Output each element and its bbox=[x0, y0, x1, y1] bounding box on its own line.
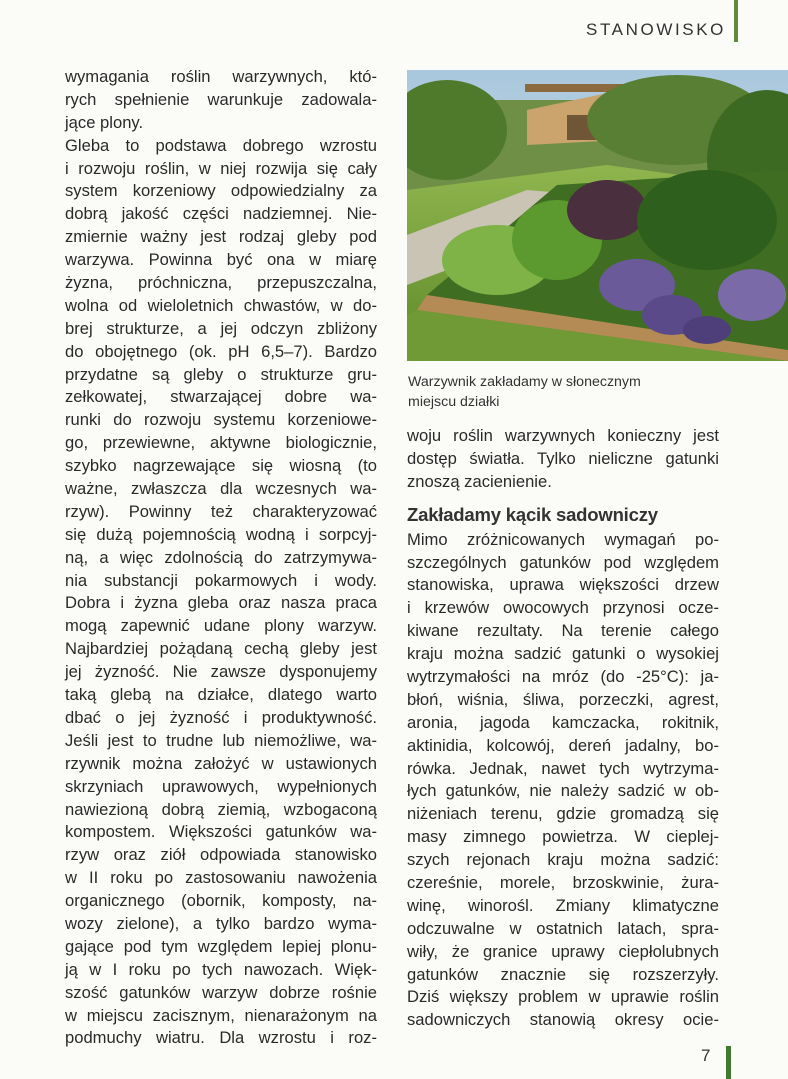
text-line: zmiernie ważny jest rodzaj gleby pod bbox=[65, 227, 377, 247]
right-section-paragraph bbox=[407, 529, 719, 1033]
text-line: jej żyzność. Nie zawsze dysponujemy bbox=[65, 662, 377, 682]
text-line: żyzna, próchniczna, przepuszczalna, bbox=[65, 273, 377, 293]
text-line: gatunków znacznie się rozszerzyły. bbox=[407, 964, 719, 984]
text-line: sadowniczych stanowią okresy ocie- bbox=[407, 1010, 719, 1030]
text-line: nia substancji pokarmowych i wody. bbox=[65, 570, 377, 590]
text-line: aktinidia, kolcowój, dereń jadalny, bo- bbox=[407, 735, 719, 755]
text-line: niżeniach terenu, gdzie gromadzą się bbox=[407, 804, 719, 824]
text-line: Jeśli jest to trudne lub niemożliwe, wa- bbox=[65, 730, 377, 750]
text-line: czereśnie, morele, brzoskwinie, żura- bbox=[407, 873, 719, 893]
text-line: szość gatunków warzyw dobrze rośnie bbox=[65, 982, 377, 1002]
caption-line: miejscu działki bbox=[408, 394, 500, 410]
header-accent-bar bbox=[734, 0, 738, 42]
text-line: przydatne są gleby o strukturze gru- bbox=[65, 364, 377, 384]
text-line: taką glebą na działce, dlatego warto bbox=[65, 685, 377, 705]
text-line: rzywnik można założyć w ustawionych bbox=[65, 753, 377, 773]
text-line: się dużą pojemnością wodną i sorpcyj- bbox=[65, 524, 377, 544]
text-line: kiwane rezultaty. Na terenie całego bbox=[407, 621, 719, 641]
caption-line: Warzywnik zakładamy w słonecznym bbox=[408, 374, 641, 390]
text-line: ją w I roku po tych nawozach. Więk- bbox=[65, 959, 377, 979]
text-line: znoszą zacienienie. bbox=[407, 471, 552, 491]
section-heading: Zakładamy kącik sadowniczy bbox=[407, 503, 658, 525]
text-line: rzyw). Powinny też charakteryzować bbox=[65, 501, 377, 521]
text-line: ną, a więc zdolnością do zatrzymywa- bbox=[65, 547, 377, 567]
photo-caption bbox=[408, 372, 708, 412]
text-line: szybko nagrzewające się wiosną (to bbox=[65, 456, 377, 476]
text-line: wozy zielone), a tylko bardzo wyma- bbox=[65, 913, 377, 933]
text-line: organicznego (obornik, komposty, na- bbox=[65, 891, 377, 911]
text-line: warzywa. Powinna być ona w miarę bbox=[65, 250, 377, 270]
text-line: masy zimnego powietrza. W cieplej- bbox=[407, 827, 719, 847]
right-text-column bbox=[407, 425, 719, 1032]
text-line: winę, winorośl. Zmiany klimatyczne bbox=[407, 895, 719, 915]
text-line: kraju można sadzić gatunki o wysokiej bbox=[407, 644, 719, 664]
text-line: łych gatunków, nie należy sadzić w ob- bbox=[407, 781, 719, 801]
text-line: wymagania roślin warzywnych, któ- bbox=[65, 67, 377, 86]
text-line: dostęp światła. Tylko nieliczne gatunki bbox=[407, 448, 719, 468]
text-line: aronia, jagoda kamczacka, rokitnik, bbox=[407, 712, 719, 732]
text-line: Gleba to podstawa dobrego wzrostu bbox=[65, 135, 377, 155]
text-line: odczuwalne w ostatnich latach, spra- bbox=[407, 918, 719, 938]
text-line: ważne, zwłaszcza dla wczesnych wa- bbox=[65, 479, 377, 499]
text-line: szych rejonach kraju można sadzić: bbox=[407, 850, 719, 870]
text-line: woju roślin warzywnych konieczny jest bbox=[407, 426, 719, 445]
text-line: mogą zapewnić udane plony warzyw. bbox=[65, 616, 377, 636]
text-line: i krzewów owocowych przynosi ocze- bbox=[407, 598, 719, 618]
text-line: Najbardziej pożądaną cechą gleby jest bbox=[65, 639, 377, 659]
text-line: go, przewiewne, aktywne biologicznie, bbox=[65, 433, 377, 453]
text-line: wytrzymałości na mróz (do -25°C): ja- bbox=[407, 667, 719, 687]
left-text-column bbox=[65, 66, 377, 1050]
text-line: szczególnych gatunków pod względem bbox=[407, 552, 719, 572]
right-intro-paragraph bbox=[407, 425, 719, 494]
text-line: dbać o jej żyzność i produktywność. bbox=[65, 707, 377, 727]
header-section-title: STANOWISKO bbox=[586, 20, 726, 39]
text-line: wiły, że granice uprawy ciepłolubnych bbox=[407, 941, 719, 961]
text-line: zełkowatej, stwarzającej dobre wa- bbox=[65, 387, 377, 407]
text-line: kompostem. Większości gatunków wa- bbox=[65, 822, 377, 842]
text-line: rówka. Jednak, nawet tych wytrzyma- bbox=[407, 758, 719, 778]
text-line: w miejscu zacisznym, nienarażonym na bbox=[65, 1005, 377, 1025]
text-line: rzyw oraz ziół odpowiada stanowisko bbox=[65, 845, 377, 865]
page-number: 7 bbox=[701, 1046, 711, 1065]
text-line: i rozwoju roślin, w niej rozwija się cały bbox=[65, 158, 377, 178]
garden-photo bbox=[407, 70, 788, 361]
text-line: wolna od wieloletnich chwastów, w do- bbox=[65, 295, 377, 315]
text-line: podmuchy wiatru. Dla wzrostu i roz- bbox=[65, 1028, 377, 1048]
text-line: Dobra i żyzna gleba oraz nasza praca bbox=[65, 593, 377, 613]
text-line: w II roku po zastosowaniu nawożenia bbox=[65, 868, 377, 888]
text-line: system korzeniowy odpowiedzialny za bbox=[65, 181, 377, 201]
raised-bed-garden-image bbox=[407, 70, 788, 361]
text-line: do obojętnego (ok. pH 6,5–7). Bardzo bbox=[65, 341, 377, 361]
text-line: jące plony. bbox=[65, 112, 144, 132]
text-line: brej strukturze, a jej odczyn zbliżony bbox=[65, 318, 377, 338]
text-line: nawiezioną dobrą ziemią, wzbogaconą bbox=[65, 799, 377, 819]
text-line: skrzyniach uprawowych, wypełnionych bbox=[65, 776, 377, 796]
text-line: błoń, wiśnia, śliwa, porzeczki, agrest, bbox=[407, 689, 719, 709]
text-line: runki do rozwoju systemu korzeniowe- bbox=[65, 410, 377, 430]
text-line: rych spełnienie warunkuje zadowala- bbox=[65, 89, 377, 109]
text-line: stanowiska, uprawa większości drzew bbox=[407, 575, 719, 595]
text-line: gające pod tym względem lepiej plonu- bbox=[65, 936, 377, 956]
text-line: Dziś większy problem w uprawie roślin bbox=[407, 987, 719, 1007]
page-accent-bar bbox=[726, 1046, 731, 1079]
text-line: Mimo zróżnicowanych wymagań po- bbox=[407, 529, 719, 549]
text-line: dobrą jakość części nadziemnej. Nie- bbox=[65, 204, 377, 224]
